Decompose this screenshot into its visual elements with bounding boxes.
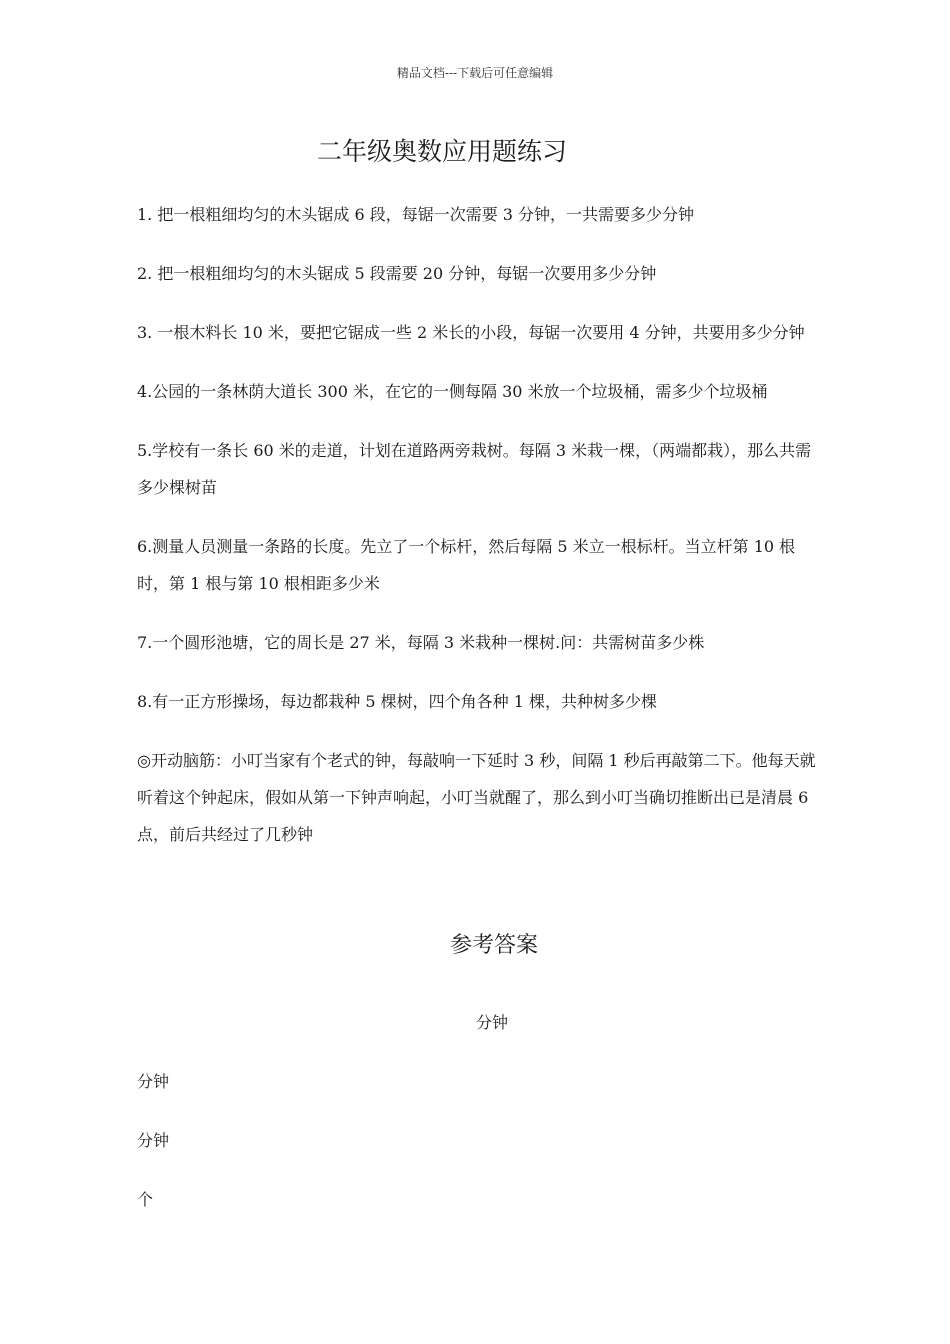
answer-4: 个 [137,1190,154,1209]
question-6: 6.测量人员测量一条路的长度。先立了一个标杆，然后每隔 5 米立一根标杆。当立杆第 10 根时，第 1 根与第 10 根相距多少米 [137,537,796,593]
answer-2: 分钟 [137,1072,170,1091]
answer-3: 分钟 [137,1131,170,1150]
question-brain-teaser: ◎开动脑筋：小叮当家有个老式的钟，每敲响一下延时 3 秒，间隔 1 秒后再敲第二下。他每天就听着这个钟起床，假如从第一下钟声响起，小叮当就醒了，那么到小叮当确切推断出已是清晨 6 点，前后共经过了几秒钟 [137,751,816,844]
question-8: 8.有一正方形操场，每边都栽种 5 棵树，四个角各种 1 棵，共种树多少棵 [137,692,657,711]
answer-section-title: 参考答案 [449,933,538,958]
question-1: 1. 把一根粗细均匀的木头锯成 6 段，每锯一次需要 3 分钟，一共需要多少分钟 [137,205,695,224]
question-5: 5.学校有一条长 60 米的走道，计划在道路两旁栽树。每隔 3 米栽一棵，（两端都栽），那么共需多少棵树苗 [137,441,812,497]
question-3: 3. 一根木料长 10 米，要把它锯成一些 2 米长的小段，每锯一次要用 4 分钟，共要用多少分钟 [137,323,805,342]
document-title: 二年级奥数应用题练习 [316,137,567,166]
question-2: 2. 把一根粗细均匀的木头锯成 5 段需要 20 分钟，每锯一次要用多少分钟 [137,264,657,283]
answer-list [137,1004,817,1240]
question-7: 7.一个圆形池塘，它的周长是 27 米，每隔 3 米栽种一棵树.问：共需树苗多少株 [137,633,705,652]
answer-1: 分钟 [475,1013,508,1032]
question-4: 4.公园的一条林荫大道长 300 米，在它的一侧每隔 30 米放一个垃圾桶，需多少个垃圾桶 [137,382,768,401]
question-list [137,196,817,875]
page-header: 精品文档---下载后可任意编辑 [396,66,554,80]
